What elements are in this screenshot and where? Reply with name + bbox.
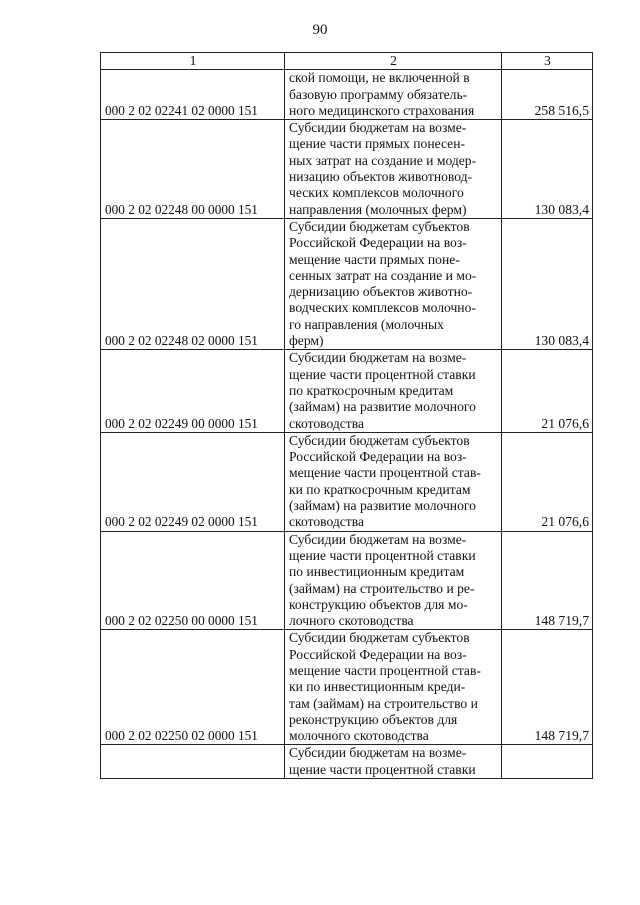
row-code: 000 2 02 02249 00 0000 151: [101, 350, 285, 432]
row-amount: 130 083,4: [502, 120, 593, 219]
row-description: Субсидии бюджетам субъектов Российской Федерации на воз- мещение части прямых поне- сенных затрат на создание и мо- дернизацию объектов животно- водческих комплексов молочно- го направления (молочных ферм): [285, 218, 502, 349]
table-row: [101, 218, 593, 349]
row-amount: [502, 745, 593, 779]
row-amount: 148 719,7: [502, 630, 593, 745]
page-number: 90: [312, 22, 328, 38]
row-code: 000 2 02 02249 02 0000 151: [101, 432, 285, 531]
row-amount: 258 516,5: [502, 70, 593, 120]
column-header-3: 3: [502, 53, 593, 70]
row-description: Субсидии бюджетам на возме- щение части прямых понесен- ных затрат на создание и модер- низацию объектов животновод- ческих комплексов молочного направления (молочных ферм): [285, 120, 502, 219]
table-row: [101, 432, 593, 531]
row-code: 000 2 02 02250 00 0000 151: [101, 531, 285, 630]
row-code: 000 2 02 02248 00 0000 151: [101, 120, 285, 219]
row-description: Субсидии бюджетам на возме- щение части процентной ставки: [285, 745, 502, 779]
column-header-2: 2: [285, 53, 502, 70]
row-description: ской помощи, не включенной в базовую программу обязатель- ного медицинского страхования: [285, 70, 502, 120]
table-row: [101, 350, 593, 432]
row-description: Субсидии бюджетам на возме- щение части процентной ставки по краткосрочным кредитам (займам) на развитие молочного скотоводства: [285, 350, 502, 432]
row-description: Субсидии бюджетам субъектов Российской Федерации на воз- мещение части процентной став- ки по краткосрочным кредитам (займам) на развитие молочного скотоводства: [285, 432, 502, 531]
column-header-1: 1: [101, 53, 285, 70]
row-code: 000 2 02 02248 02 0000 151: [101, 218, 285, 349]
budget-table: [100, 52, 593, 779]
table-row: [101, 531, 593, 630]
row-description: Субсидии бюджетам субъектов Российской Федерации на воз- мещение части процентной став- ки по инвестиционным креди- там (займам) на строительство и реконструкцию объектов для молочного скотоводства: [285, 630, 502, 745]
table-header-row: [101, 53, 593, 70]
row-code: 000 2 02 02241 02 0000 151: [101, 70, 285, 120]
row-amount: 130 083,4: [502, 218, 593, 349]
table-row: [101, 630, 593, 745]
row-code: [101, 745, 285, 779]
row-amount: 21 076,6: [502, 432, 593, 531]
table-row: [101, 120, 593, 219]
table-row: [101, 70, 593, 120]
row-description: Субсидии бюджетам на возме- щение части процентной ставки по инвестиционным кредитам (займам) на строительство и ре- конструкцию объектов для мо- лочного скотоводства: [285, 531, 502, 630]
table-row: [101, 745, 593, 779]
row-code: 000 2 02 02250 02 0000 151: [101, 630, 285, 745]
row-amount: 21 076,6: [502, 350, 593, 432]
row-amount: 148 719,7: [502, 531, 593, 630]
